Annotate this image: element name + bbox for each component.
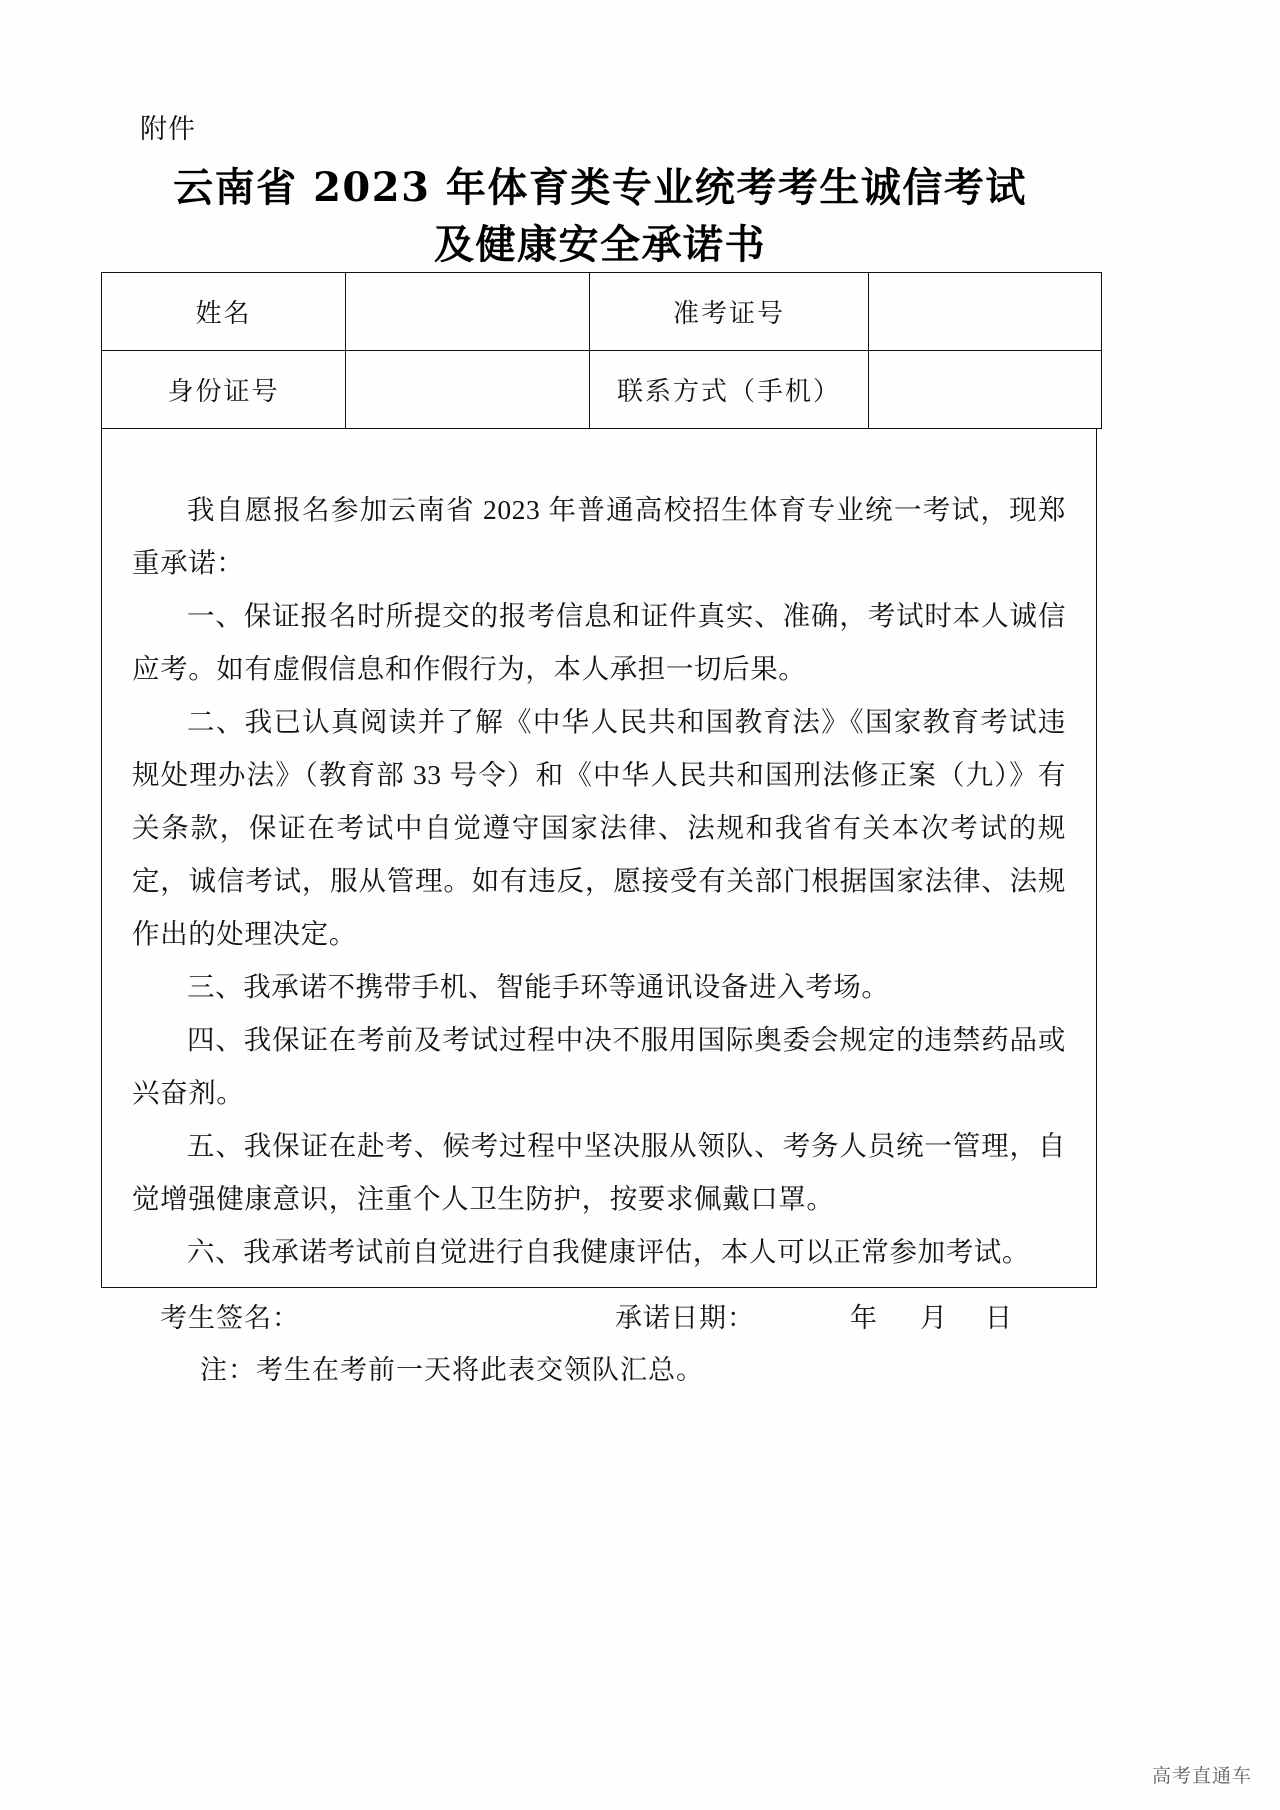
commitment-item-3: 三、我承诺不携带手机、智能手环等通讯设备进入考场。 <box>187 971 890 1002</box>
candidate-info-table <box>101 272 1102 429</box>
commitment-item-6: 六、我承诺考试前自觉进行自我健康评估，本人可以正常参加考试。 <box>187 1236 1030 1267</box>
table-row <box>102 351 1102 429</box>
commitment-item-4: 四、我保证在考前及考试过程中决不服用国际奥委会规定的违禁药品或兴奋剂。 <box>132 1024 1066 1108</box>
date-day-unit: 日 <box>985 1303 1013 1333</box>
field-name-value[interactable] <box>346 273 590 351</box>
commitment-intro: 我自愿报名参加云南省 2023 年普通高校招生体育专业统一考试，现郑重承诺： <box>132 494 1066 578</box>
commitment-body-box <box>101 428 1097 1288</box>
signature-label[interactable]: 考生签名： <box>160 1303 300 1333</box>
commitment-item-1: 一、保证报名时所提交的报考信息和证件真实、准确，考试时本人诚信应考。如有虚假信息和作假行为，本人承担一切后果。 <box>132 600 1066 684</box>
footer-note: 注：考生在考前一天将此表交领队汇总。 <box>200 1355 704 1385</box>
commitment-item-2: 二、我已认真阅读并了解《中华人民共和国教育法》《国家教育考试违规处理办法》（教育部 33 号令）和《中华人民共和国刑法修正案（九）》有关条款，保证在考试中自觉遵守国家法律、法规和我省有关本次考试的规定，诚信考试，服从管理。如有违反，愿接受有关部门根据国家法律、法规作出的处理决定。 <box>132 706 1066 949</box>
commitment-item-5: 五、我保证在赴考、候考过程中坚决服从领队、考务人员统一管理，自觉增强健康意识，注重个人卫生防护，按要求佩戴口罩。 <box>132 1130 1066 1214</box>
commitment-date-label[interactable]: 承诺日期： <box>615 1303 755 1333</box>
date-year-unit: 年 <box>850 1303 878 1333</box>
commitment-body-inner <box>102 429 1096 1288</box>
page-title-line-2: 及健康安全承诺书 <box>434 220 766 268</box>
label-admission-ticket-number: 准考证号 <box>590 273 869 351</box>
date-month-unit: 月 <box>920 1303 948 1333</box>
page-title-line-1: 云南省 2023 年体育类专业统考考生诚信考试 <box>173 164 1027 211</box>
label-contact-phone: 联系方式（手机） <box>590 351 869 429</box>
label-id-number: 身份证号 <box>102 351 346 429</box>
table-row <box>102 273 1102 351</box>
page-title <box>100 160 1100 274</box>
field-contact-phone-value[interactable] <box>869 351 1102 429</box>
watermark-text: 高考直通车 <box>1151 1766 1252 1787</box>
field-admission-ticket-number-value[interactable] <box>869 273 1102 351</box>
label-name: 姓名 <box>102 273 346 351</box>
attachment-label: 附件 <box>140 114 196 144</box>
field-id-number-value[interactable] <box>346 351 590 429</box>
